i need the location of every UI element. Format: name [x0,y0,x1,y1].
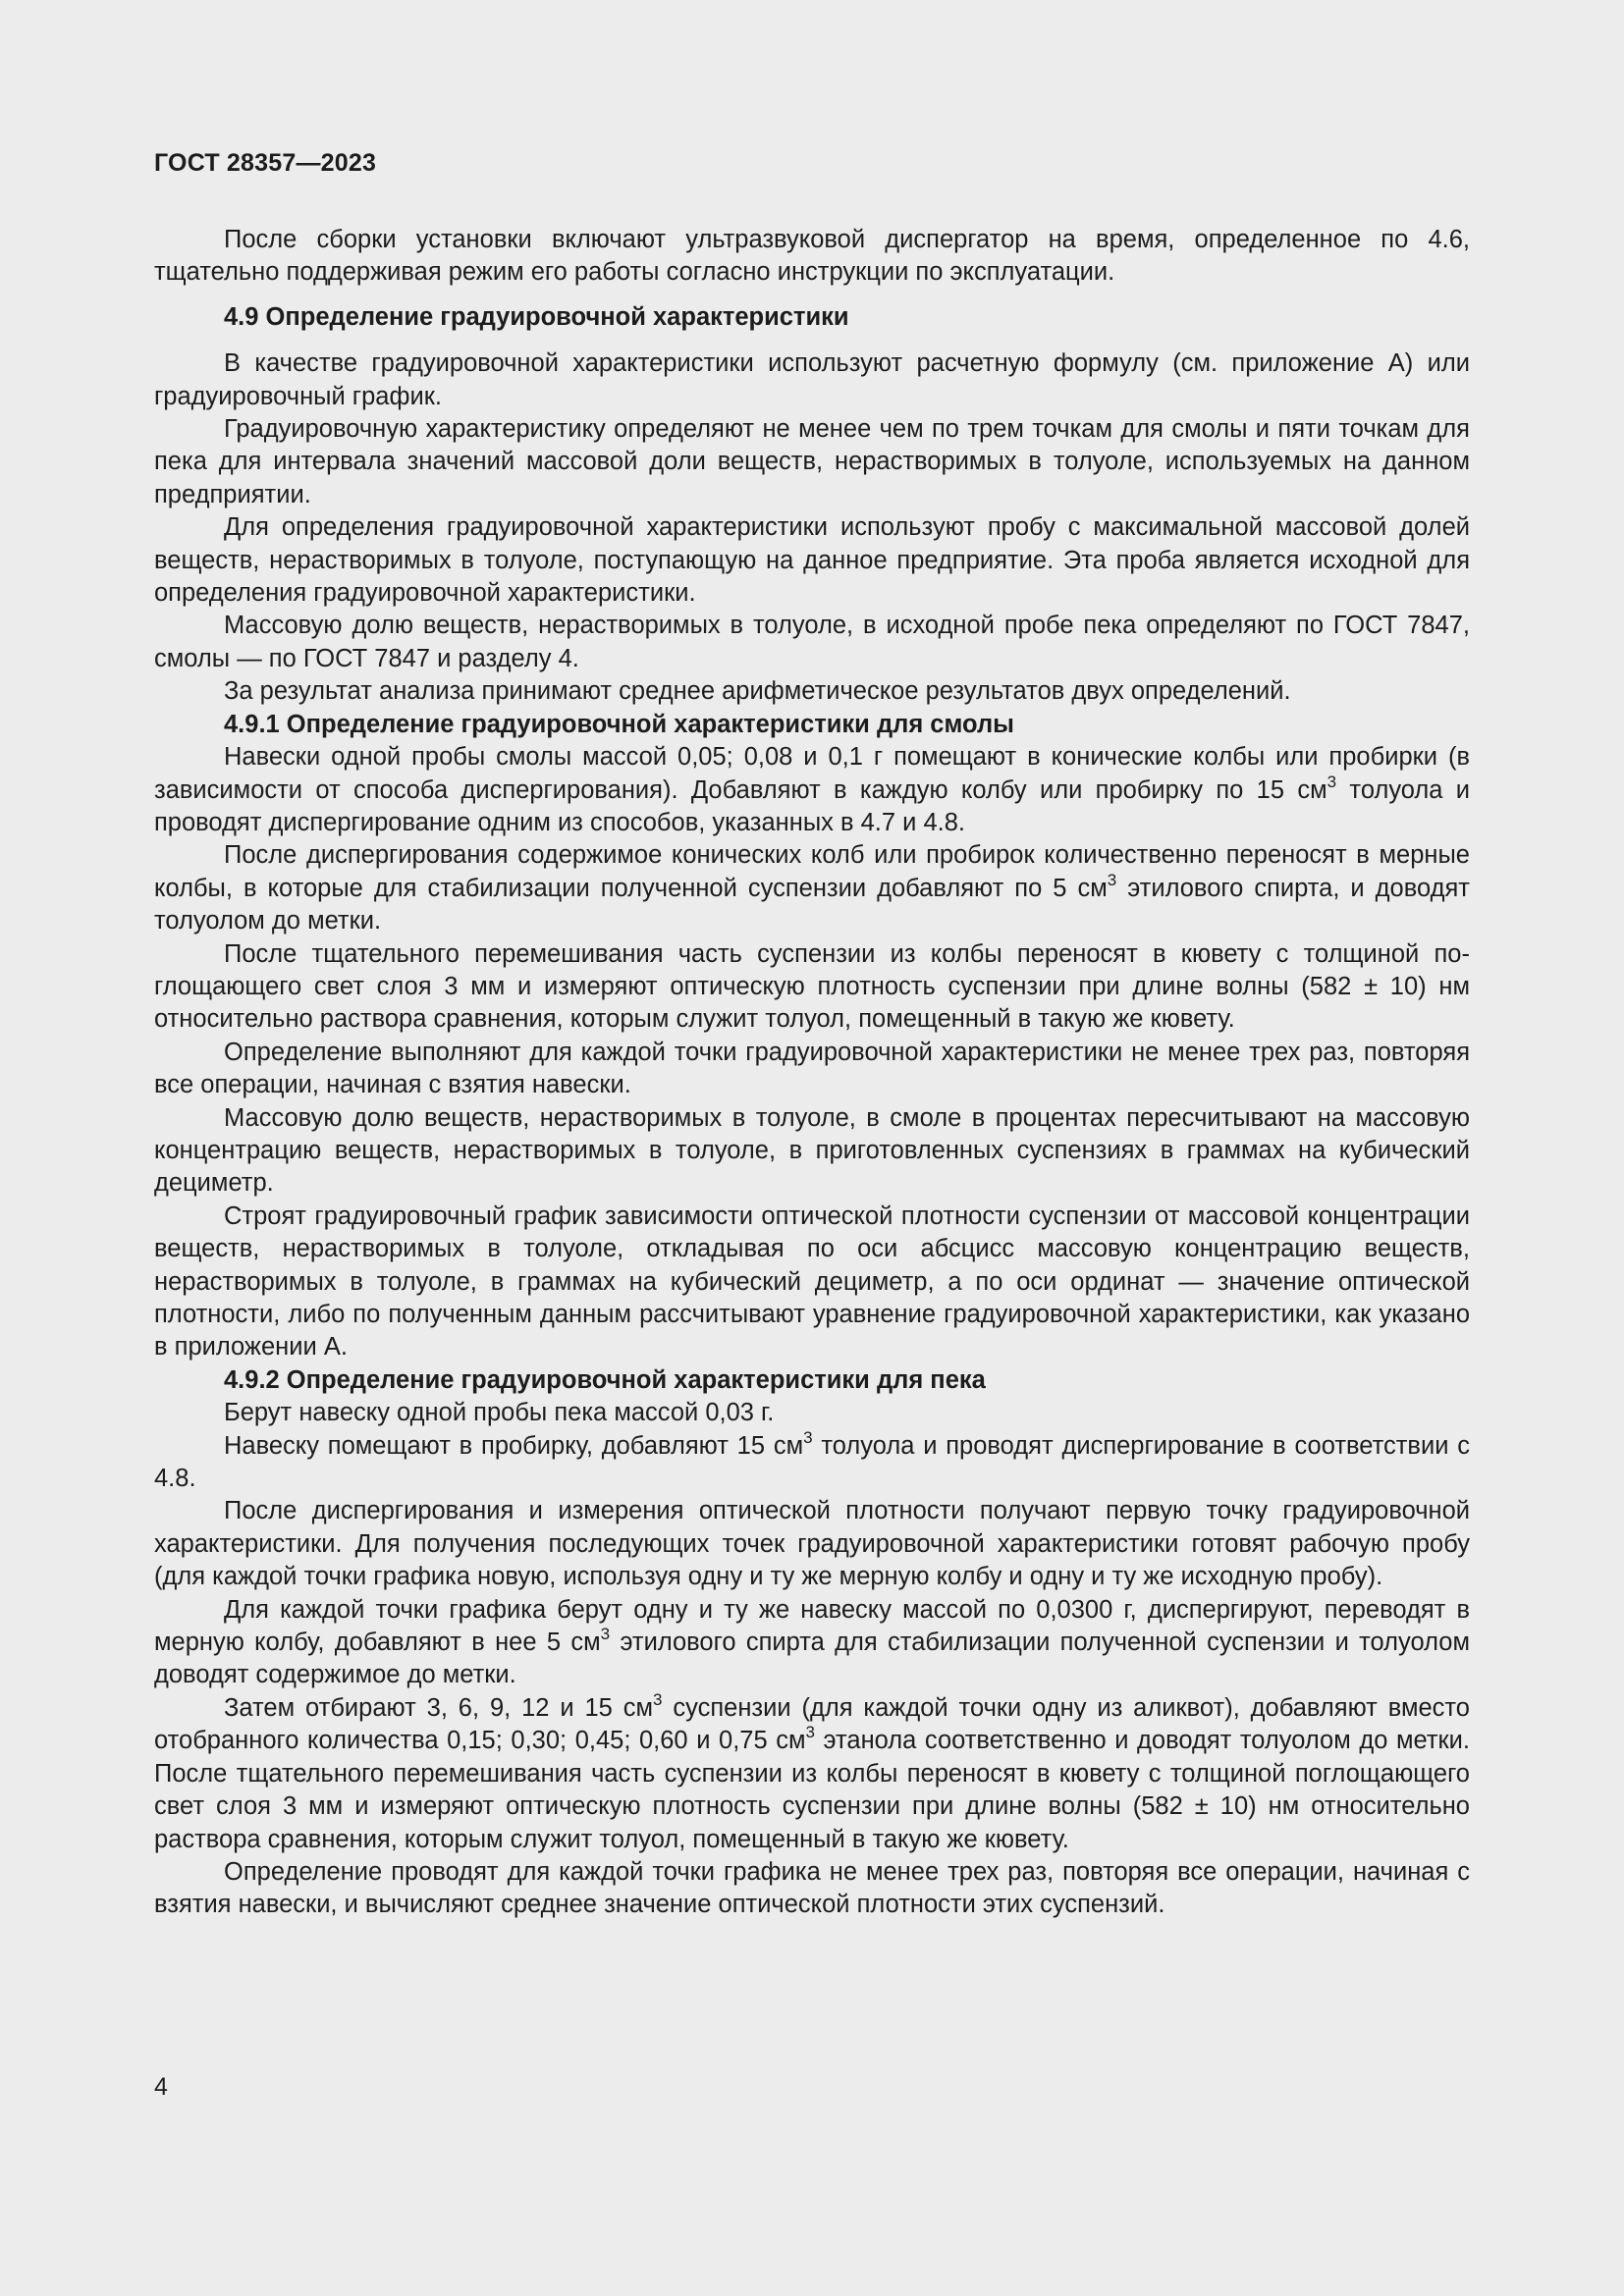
page-number: 4 [154,2073,168,2101]
paragraph: После тщательного перемешивания часть суспензии из колбы переносят в кювету с толщиной поглощающего свет слоя 3 мм и измеряют оптическую плотность суспензии при длине волны (582 ± 10) нм относительно раствора сравнения, которым служит толуол, помещенный в такую же кювету. [154,939,1470,1034]
paragraph: Навески одной пробы смолы массой 0,05; 0,08 и 0,1 г помещают в конические колбы или пробирки (в зависимости от способа диспергирования). Добавляют в каждую колбу или пробирку по 15 $см^3$ толуола и проводят диспергирование одним из способов, указанных в 4.7 и 4.8. [154,743,1470,836]
paragraph: Определение выполняют для каждой точки градуировочной характеристики не менее трех раз, повторяя все операции, начиная с взятия навески. [154,1038,1470,1099]
section-4-9-title: 4.9 Определение градуировочной характеристики [224,302,849,331]
paragraph: После диспергирования содержимое конических колб или пробирок количественно переносят в мерные колбы, в которые для стабилизации полученной суспензии добавляют по 5 $см^3$ этилового спирта, и доводят толуолом до метки. [154,841,1470,935]
paragraph: Массовую долю веществ, нерастворимых в толуоле, в исходной пробе пека определяют по ГОСТ 7847, смолы — по ГОСТ 7847 и разделу 4. [154,612,1470,672]
paragraph: Массовую долю веществ, нерастворимых в толуоле, в смоле в процентах пересчитывают на массовую концентрацию веществ, нерастворимых в толуоле, в приготовленных суспензиях в граммах на кубический дециметр. [154,1103,1470,1198]
paragraph: В качестве градуировочной характеристики используют расчетную формулу (см. приложение А) или градуировочный график. [154,349,1470,410]
paragraph: Для определения градуировочной характеристики используют пробу с максимальной массовой долей веществ, нерастворимых в толуоле, поступающую на данное предприятие. Эта проба является исходной для определения градуировочной характеристики. [154,513,1470,608]
paragraph: Строят градуировочный график зависимости оптической плотности суспензии от массовой концентрации веществ, нерастворимых в толуоле, откладывая по оси абсцисс массовую концентрацию веществ, нерастворимых в толуоле, в граммах на кубический дециметр, а по оси ординат — значение оптической плотности, либо по полученным данным рассчитывают уравнение градуировочной характеристики, как указано в приложении А. [154,1201,1470,1362]
paragraph: Определение проводят для каждой точки графика не менее трех раз, повторяя все операции, начиная с взятия навески, и вычисляют среднее значение оптической плотности этих суспензий. [154,1857,1470,1919]
document-header: ГОСТ 28357—2023 [154,149,377,177]
paragraph: Затем отбирают 3, 6, 9, 12 и 15 $см^3$ суспензии (для каждой точки одну из аликвот), добавляют вместо отобранного количества 0,15; 0,30; 0,45; 0,60 и 0,75 $см^3$ этанола соответственно и доводят толуолом до метки. После тщательного перемешивания часть суспензии из колбы переносят в кювету с толщиной поглощающего свет слоя 3 мм и измеряют оптическую плотность суспензии при длине волны (582 ± 10) нм относительно раствора сравнения, которым служит толуол, помещенный в такую же кювету. [154,1689,1470,1853]
document-body [154,224,1470,1922]
section-4-9-1-title: 4.9.1 Определение градуировочной характеристики для смолы [224,710,1014,738]
paragraph: За результат анализа принимают среднее арифметическое результатов двух определений. [224,677,1291,706]
paragraph: Навеску помещают в пробирку, добавляют 15 $см^3$ толуола и проводят диспергирование в соответствии с 4.8. [154,1427,1470,1493]
section-4-9-2-title: 4.9.2 Определение градуировочной характеристики для пека [224,1365,986,1394]
paragraph: Для каждой точки графика берут одну и ту же навеску массой по 0,0300 г, диспергируют, переводят в мерную колбу, добавляют в нее 5 $см^3$ этилового спирта для стабилизации полученной суспензии и толуолом доводят содержимое до метки. [154,1595,1470,1689]
paragraph: После диспергирования и измерения оптической плотности получают первую точку градуировочной характеристики. Для получения последующих точек градуировочной характеристики готовят рабочую пробу (для каждой точки графика новую, используя одну и ту же мерную колбу и одну и ту же исходную пробу). [154,1497,1470,1591]
paragraph: Градуировочную характеристику определяют не менее чем по трем точкам для смолы и пяти точкам для пека для интервала значений массовой доли веществ, нерастворимых в толуоле, используемых на данном предприятии. [154,415,1470,508]
paragraph: Берут навеску одной пробы пека массой 0,03 г. [224,1399,775,1427]
intro-paragraph: После сборки установки включают ультразвуковой диспергатор на время, определенное по 4.6, тщательно поддерживая режим его работы согласно инструкции по эксплуатации. [154,226,1470,287]
